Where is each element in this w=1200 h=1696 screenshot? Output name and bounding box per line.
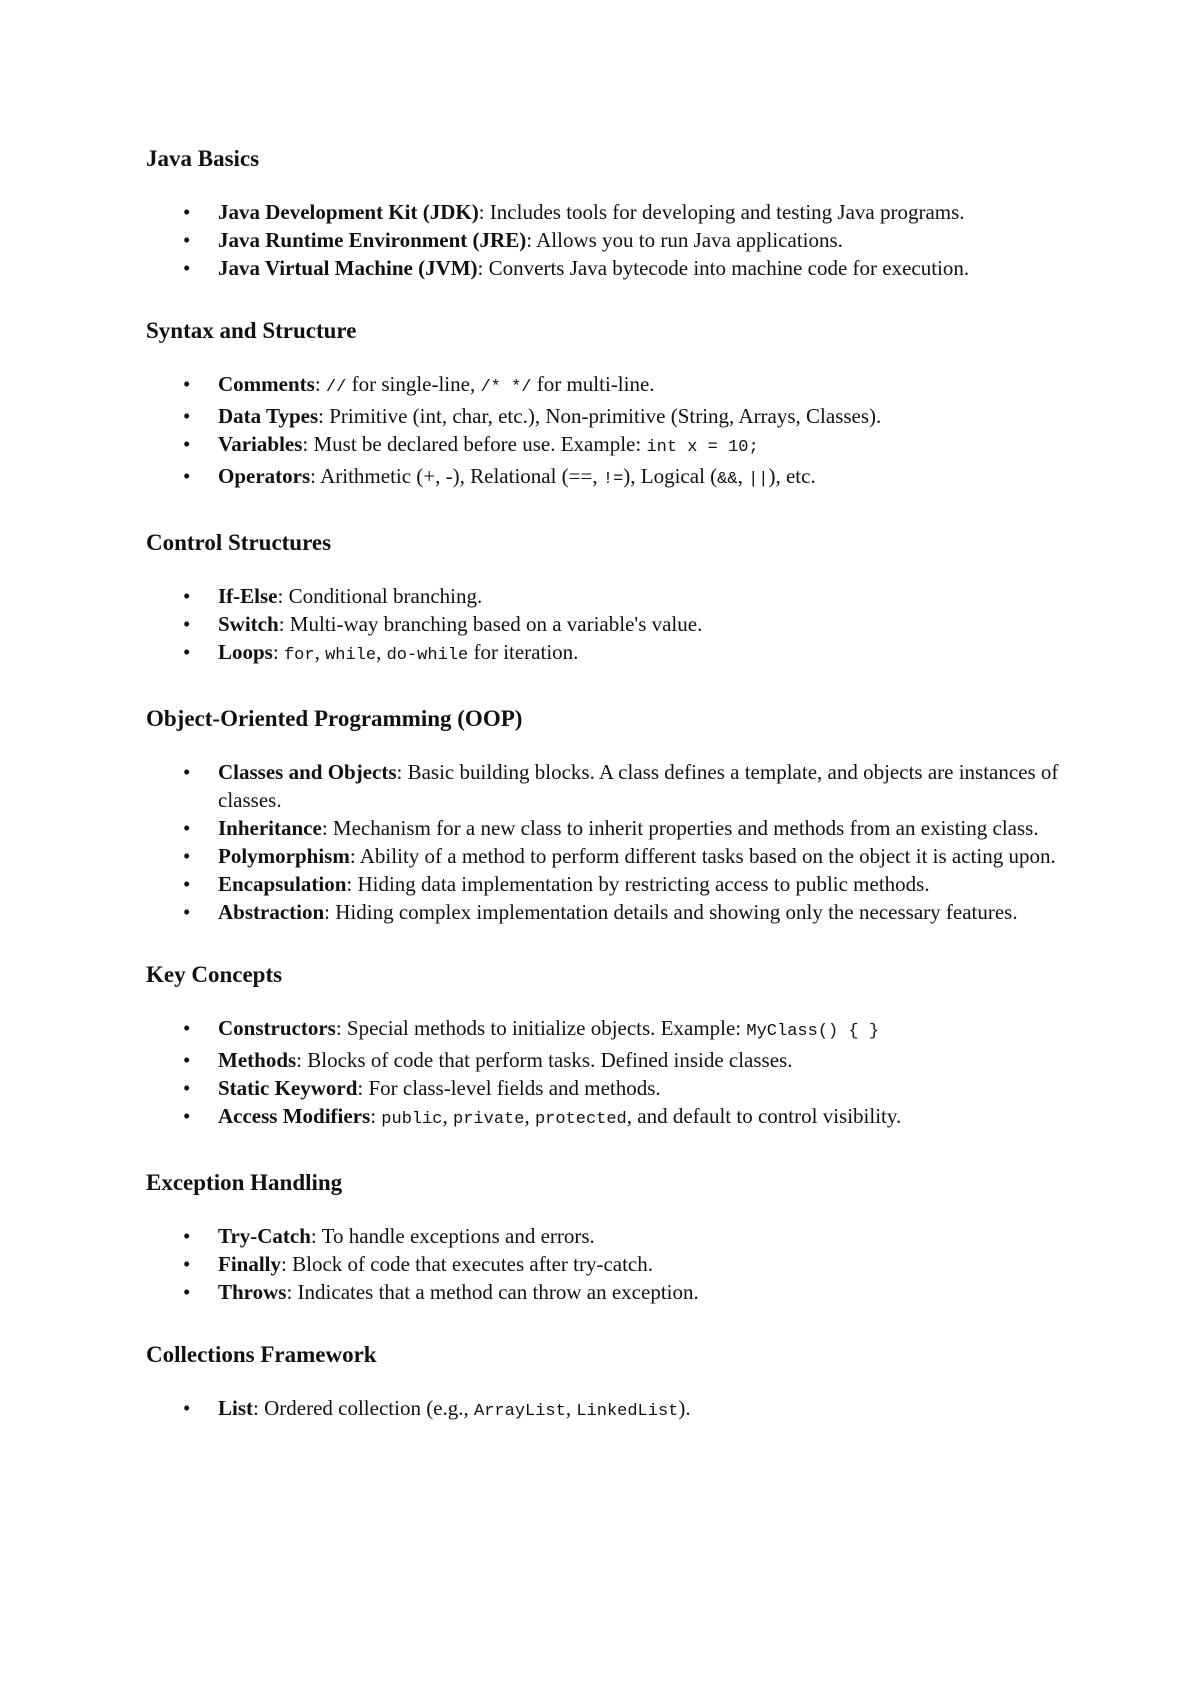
description-text: : xyxy=(272,640,284,664)
term-label: Java Virtual Machine (JVM) xyxy=(218,256,478,280)
section xyxy=(146,316,1060,494)
list-item xyxy=(218,758,1060,814)
term-label: Throws xyxy=(218,1280,287,1304)
term-label: Inheritance xyxy=(218,816,322,840)
inline-code: do-while xyxy=(386,646,469,665)
term-label: Switch xyxy=(218,612,279,636)
description-text: ), Logical ( xyxy=(623,464,718,488)
term-label: Constructors xyxy=(218,1016,336,1040)
list-item xyxy=(218,1074,1060,1102)
list-item xyxy=(218,1102,1060,1134)
inline-code: protected xyxy=(534,1110,627,1129)
bullet-list xyxy=(146,758,1060,926)
section xyxy=(146,704,1060,926)
description-text: ). xyxy=(678,1396,691,1420)
list-item xyxy=(218,582,1060,610)
bullet-list xyxy=(146,1222,1060,1306)
term-label: Methods xyxy=(218,1048,297,1072)
list-item xyxy=(218,1046,1060,1074)
section xyxy=(146,1340,1060,1426)
description-text: , xyxy=(524,1104,535,1128)
list-item xyxy=(218,462,1060,494)
term-label: If-Else xyxy=(218,584,278,608)
description-text: : To handle exceptions and errors. xyxy=(310,1224,595,1248)
term-label: Access Modifiers xyxy=(218,1104,371,1128)
description-text: : Allows you to run Java applications. xyxy=(526,228,843,252)
description-text: , xyxy=(314,640,326,664)
description-text: : Ability of a method to perform different tasks based on the object it is acting upon. xyxy=(349,844,1056,868)
description-text: : Blocks of code that perform tasks. Defined inside classes. xyxy=(296,1048,793,1072)
term-label: Comments xyxy=(218,372,315,396)
inline-code: // xyxy=(325,378,347,397)
list-item xyxy=(218,370,1060,402)
term-label: List xyxy=(218,1396,254,1420)
description-text: : Conditional branching. xyxy=(277,584,483,608)
description-text: for multi-line. xyxy=(531,372,655,396)
description-text: : Includes tools for developing and testing Java programs. xyxy=(478,200,965,224)
bullet-list xyxy=(146,198,1060,282)
inline-code: LinkedList xyxy=(576,1402,679,1421)
list-item xyxy=(218,1278,1060,1306)
term-label: Finally xyxy=(218,1252,282,1276)
description-text: , xyxy=(737,464,749,488)
term-label: Java Runtime Environment (JRE) xyxy=(218,228,527,252)
term-label: Static Keyword xyxy=(218,1076,358,1100)
inline-code: ArrayList xyxy=(474,1402,566,1421)
list-item xyxy=(218,842,1060,870)
list-item xyxy=(218,898,1060,926)
term-label: Loops xyxy=(218,640,273,664)
term-label: Variables xyxy=(218,432,303,456)
list-item xyxy=(218,1014,1060,1046)
section-heading: Exception Handling xyxy=(146,1170,343,1195)
section xyxy=(146,528,1060,670)
list-item xyxy=(218,226,1060,254)
inline-code: && xyxy=(717,470,738,489)
description-text: for single-line, xyxy=(346,372,481,396)
list-item xyxy=(218,430,1060,462)
description-text: : Indicates that a method can throw an exception. xyxy=(286,1280,699,1304)
bullet-list xyxy=(146,370,1060,494)
inline-code: public xyxy=(381,1110,443,1129)
description-text: : Primitive (int, char, etc.), Non-primitive (String, Arrays, Classes). xyxy=(318,404,882,428)
list-item xyxy=(218,870,1060,898)
description-text: : Hiding data implementation by restricting access to public methods. xyxy=(346,872,930,896)
description-text: : Hiding complex implementation details and showing only the necessary features. xyxy=(324,900,1018,924)
description-text: , xyxy=(376,640,387,664)
description-text: : Basic building blocks. A class defines a template, and objects are instances of classes. xyxy=(218,760,1059,812)
description-text: , xyxy=(442,1104,454,1128)
description-text: , xyxy=(565,1396,577,1420)
description-text: : xyxy=(314,372,326,396)
inline-code: int x = 10; xyxy=(646,438,759,457)
section xyxy=(146,1168,1060,1306)
inline-code: /* */ xyxy=(480,378,532,397)
section-heading: Syntax and Structure xyxy=(146,318,357,343)
description-text: : Mechanism for a new class to inherit properties and methods from an existing class. xyxy=(321,816,1039,840)
term-label: Polymorphism xyxy=(218,844,350,868)
list-item xyxy=(218,610,1060,638)
list-item xyxy=(218,1222,1060,1250)
section-heading: Java Basics xyxy=(146,146,260,171)
description-text: : Multi-way branching based on a variable's value. xyxy=(278,612,703,636)
list-item xyxy=(218,1394,1060,1426)
section-heading: Key Concepts xyxy=(146,962,283,987)
term-label: Classes and Objects xyxy=(218,760,397,784)
inline-code: for xyxy=(283,646,315,665)
description-text: : Block of code that executes after try-catch. xyxy=(281,1252,654,1276)
section-heading: Object-Oriented Programming (OOP) xyxy=(146,706,523,731)
description-text: : Arithmetic (+, -), Relational (==, xyxy=(310,464,603,488)
list-item xyxy=(218,254,1060,282)
term-label: Data Types xyxy=(218,404,319,428)
term-label: Operators xyxy=(218,464,311,488)
description-text: , and default to control visibility. xyxy=(626,1104,902,1128)
term-label: Java Development Kit (JDK) xyxy=(218,200,479,224)
list-item xyxy=(218,814,1060,842)
description-text: : Ordered collection (e.g., xyxy=(253,1396,475,1420)
bullet-list xyxy=(146,1014,1060,1134)
section xyxy=(146,144,1060,282)
section-heading: Collections Framework xyxy=(146,1342,377,1367)
inline-code: || xyxy=(748,470,769,489)
inline-code: while xyxy=(325,646,377,665)
inline-code: != xyxy=(602,470,624,489)
section xyxy=(146,960,1060,1134)
list-item xyxy=(218,1250,1060,1278)
list-item xyxy=(218,638,1060,670)
list-item xyxy=(218,402,1060,430)
description-text: ), etc. xyxy=(768,464,816,488)
description-text: : xyxy=(370,1104,382,1128)
description-text: : Converts Java bytecode into machine code for execution. xyxy=(477,256,970,280)
term-label: Abstraction xyxy=(218,900,325,924)
term-label: Encapsulation xyxy=(218,872,347,896)
list-item xyxy=(218,198,1060,226)
inline-code: MyClass() { } xyxy=(746,1022,880,1041)
description-text: for iteration. xyxy=(468,640,579,664)
section-heading: Control Structures xyxy=(146,530,332,555)
bullet-list xyxy=(146,1394,1060,1426)
bullet-list xyxy=(146,582,1060,670)
term-label: Try-Catch xyxy=(218,1224,311,1248)
inline-code: private xyxy=(453,1110,525,1129)
description-text: : Special methods to initialize objects. Example: xyxy=(335,1016,747,1040)
description-text: : Must be declared before use. Example: xyxy=(302,432,647,456)
description-text: : For class-level fields and methods. xyxy=(357,1076,661,1100)
